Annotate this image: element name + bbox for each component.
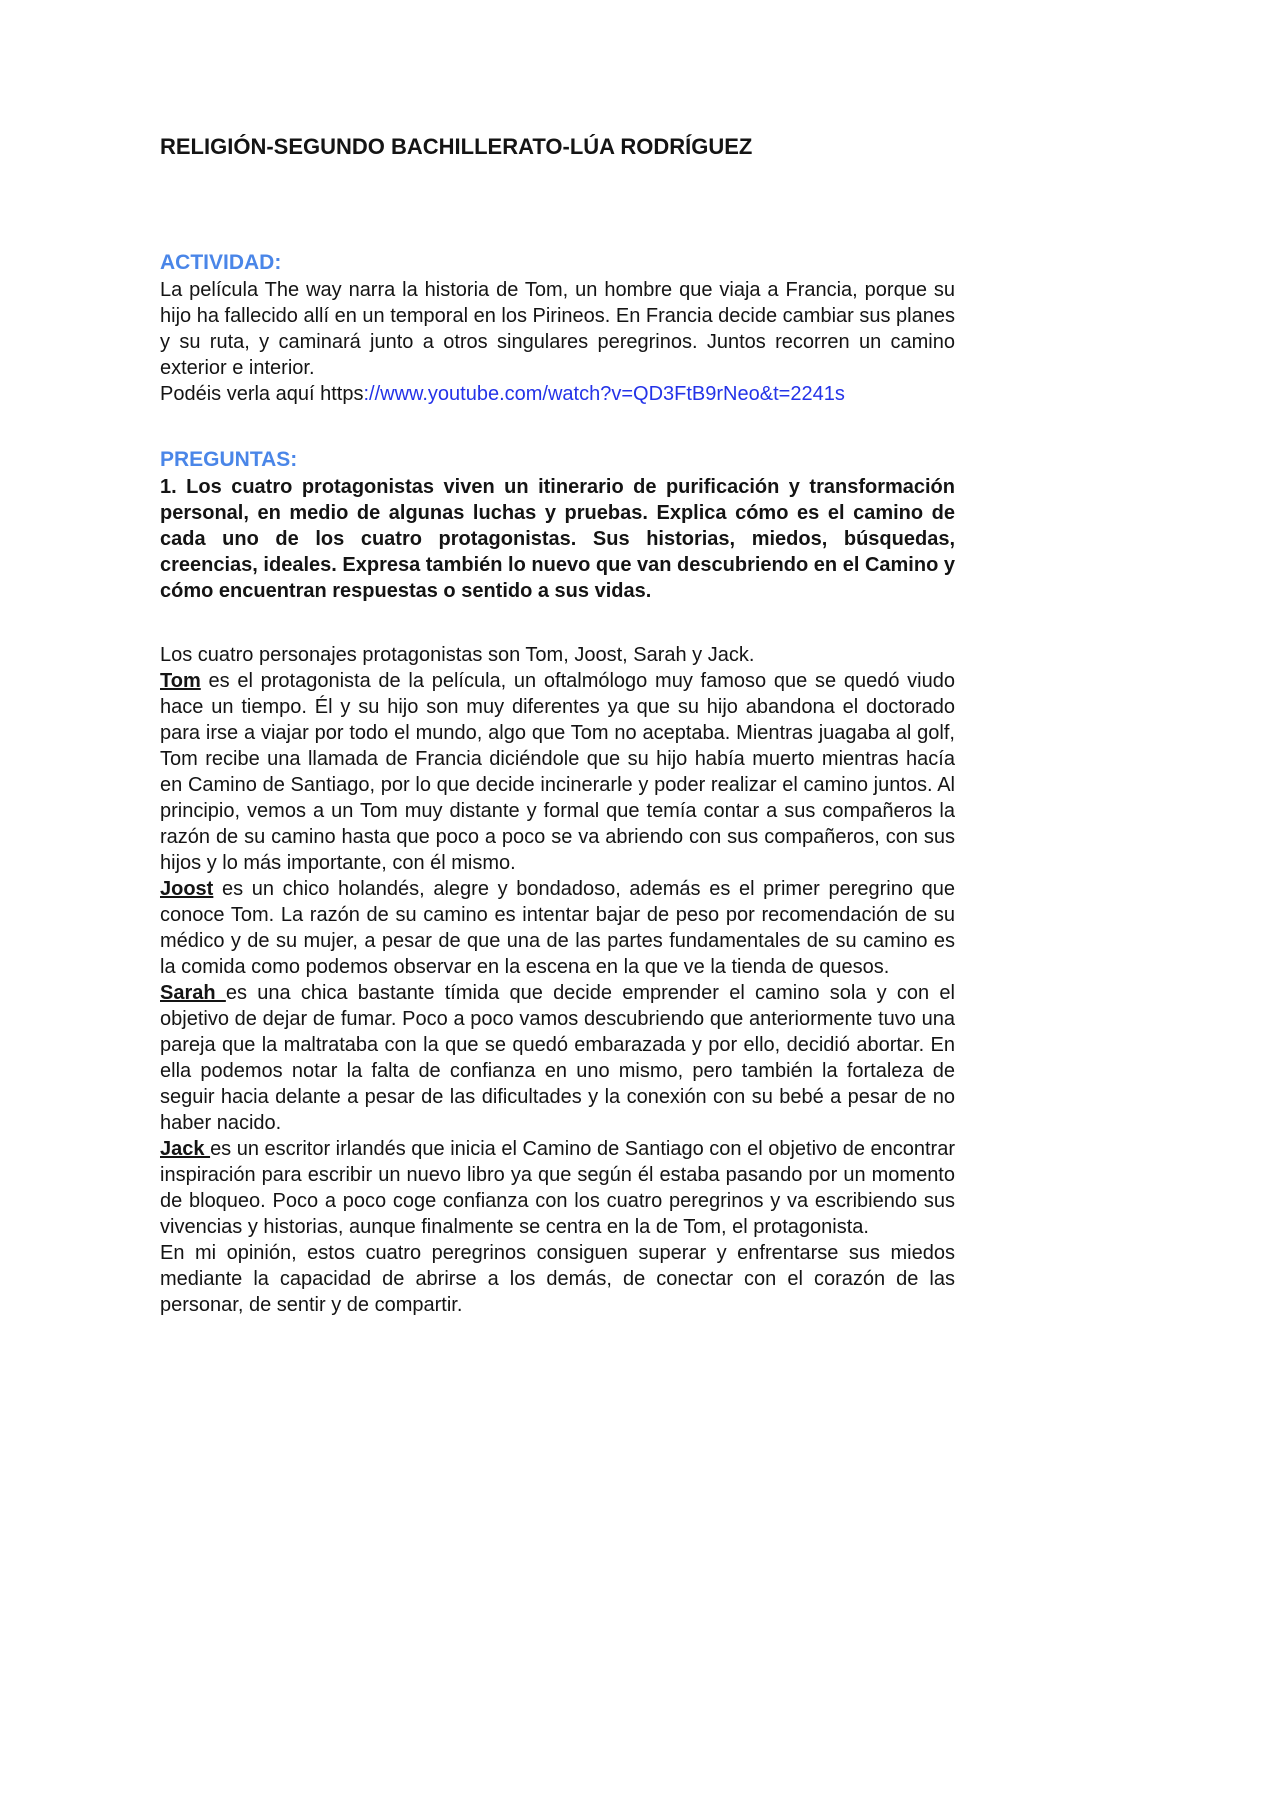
character-text-sarah: es una chica bastante tímida que decide emprender el camino sola y con el objetivo de dejar de fumar. Poco a poco vamos descubriendo que anteriormente tuvo una pareja que la maltrataba con la que se quedó embarazada y por ello, decidió abortar. En ella podemos notar la falta de confianza en uno mismo, pero también la fortaleza de seguir hacia delante a pesar de las dificultades y la conexión con su bebé a pesar de no haber nacido. <box>160 982 955 1134</box>
answer-section <box>160 642 955 1318</box>
character-text-jack: es un escritor irlandés que inicia el Camino de Santiago con el objetivo de encontrar inspiración para escribir un nuevo libro ya que según él estaba pasando por un momento de bloqueo. Poco a poco coge confianza con los cuatro peregrinos y va escribiendo sus vivencias y historias, aunque finalmente se centra en la de Tom, el protagonista. <box>160 1138 955 1238</box>
preguntas-section <box>160 446 955 604</box>
character-paragraph-jack <box>160 1136 955 1240</box>
link-prefix-text: Podéis verla aquí https <box>160 383 364 405</box>
character-name-sarah: Sarah <box>160 982 226 1004</box>
question-1: 1. Los cuatro protagonistas viven un itinerario de purificación y transformación personal, en medio de algunas luchas y pruebas. Explica cómo es el camino de cada uno de los cuatro protagonistas. Sus historias, miedos, búsquedas, creencias, ideales. Expresa también lo nuevo que van descubriendo en el Camino y cómo encuentran respuestas o sentido a sus vidas. <box>160 476 955 602</box>
section-heading-preguntas: PREGUNTAS: <box>160 448 298 471</box>
character-name-joost: Joost <box>160 878 214 900</box>
answer-intro: Los cuatro personajes protagonistas son Tom, Joost, Sarah y Jack. <box>160 644 755 666</box>
conclusion-paragraph: En mi opinión, estos cuatro peregrinos consiguen superar y enfrentarse sus miedos mediante la capacidad de abrirse a los demás, de conectar con el corazón de las personar, de sentir y de compartir. <box>160 1242 955 1316</box>
page-title: RELIGIÓN-SEGUNDO BACHILLERATO-LÚA RODRÍGUEZ <box>160 134 753 159</box>
character-paragraph-joost <box>160 876 955 980</box>
section-heading-actividad: ACTIVIDAD: <box>160 251 282 274</box>
character-text-tom: es el protagonista de la película, un oftalmólogo muy famoso que se quedó viudo hace un tiempo. Él y su hijo son muy diferentes ya que su hijo abandona el doctorado para irse a viajar por todo el mundo, algo que Tom no aceptaba. Mientras juagaba al golf, Tom recibe una llamada de Francia diciéndole que su hijo había muerto mientras hacía en Camino de Santiago, por lo que decide incinerarle y poder realizar el camino juntos. Al principio, vemos a un Tom muy distante y formal que temía contar a sus compañeros la razón de su camino hasta que poco a poco se va abriendo con sus compañeros, con sus hijos y lo más importante, con él mismo. <box>160 670 955 874</box>
character-name-tom: Tom <box>160 670 201 692</box>
character-text-joost: es un chico holandés, alegre y bondadoso, además es el primer peregrino que conoce Tom. La razón de su camino es intentar bajar de peso por recomendación de su médico y de su mujer, a pesar de que una de las partes fundamentales de su camino es la comida como podemos observar en la escena en la que ve la tienda de quesos. <box>160 878 955 978</box>
character-paragraph-sarah <box>160 980 955 1136</box>
video-link-line <box>160 381 955 407</box>
actividad-paragraph: La película The way narra la historia de Tom, un hombre que viaja a Francia, porque su hijo ha fallecido allí en un temporal en los Pirineos. En Francia decide cambiar sus planes y su ruta, y caminará junto a otros singulares peregrinos. Juntos recorren un camino exterior e interior. <box>160 279 955 379</box>
actividad-section <box>160 249 955 407</box>
youtube-link[interactable]: ://www.youtube.com/watch?v=QD3FtB9rNeo&t=2241s <box>363 383 845 405</box>
character-name-jack: Jack <box>160 1138 211 1160</box>
character-paragraph-tom <box>160 668 955 876</box>
